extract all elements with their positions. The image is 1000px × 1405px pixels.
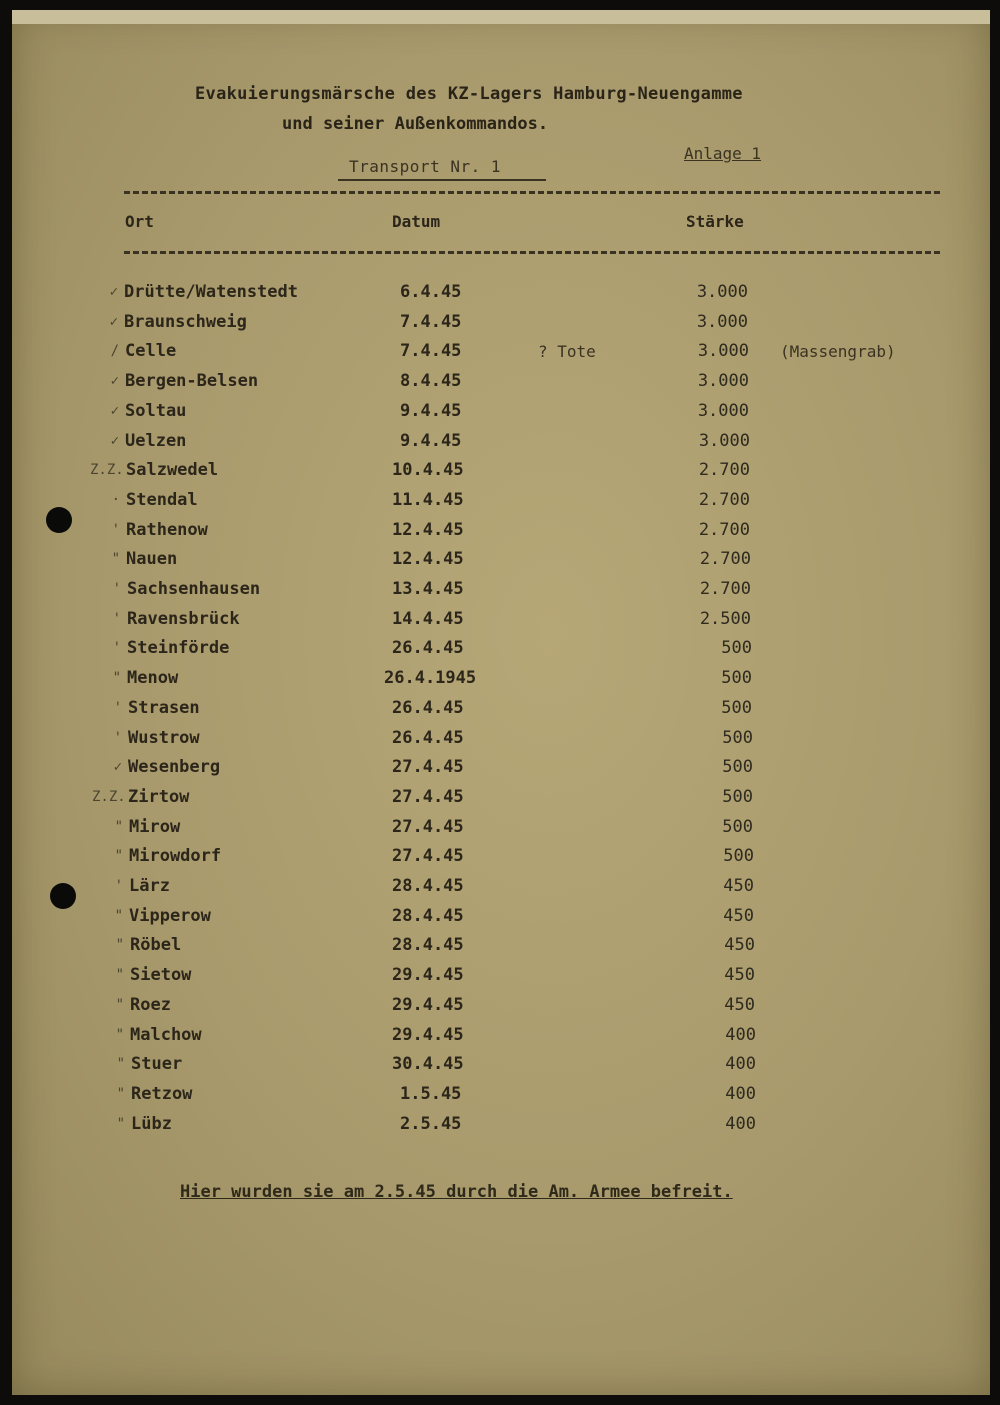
row-check-mark: ✓ (109, 284, 118, 300)
row-check-mark: · (111, 492, 120, 508)
row-datum: 29.4.45 (392, 995, 464, 1015)
row-staerke: 2.700 (698, 460, 750, 480)
row-datum: 29.4.45 (392, 1025, 464, 1045)
row-staerke: 3.000 (697, 371, 749, 391)
row-check-mark: " (116, 1056, 125, 1072)
row-staerke: 450 (723, 876, 754, 896)
row-check-mark: " (115, 937, 124, 953)
row-ort: Mirow (129, 817, 181, 837)
row-check-mark: ✓ (110, 403, 119, 419)
row-datum: 27.4.45 (392, 817, 464, 837)
row-ort: Wustrow (128, 728, 200, 748)
row-datum: 26.4.1945 (384, 668, 477, 688)
row-ort: Mirowdorf (129, 846, 222, 866)
row-ort: Drütte/Watenstedt (124, 282, 298, 302)
row-datum: 27.4.45 (392, 846, 464, 866)
row-ort: Wesenberg (128, 757, 221, 777)
punch-hole-bottom (50, 883, 76, 909)
row-check-mark: Z.Z. (90, 462, 124, 478)
row-check-mark: " (114, 908, 123, 924)
row-datum: 28.4.45 (392, 935, 464, 955)
row-ort: Nauen (126, 549, 178, 569)
row-check-mark: " (116, 1086, 125, 1102)
row-staerke: 3.000 (697, 341, 749, 361)
row-ort: Salzwedel (126, 460, 219, 480)
punch-hole-top (46, 507, 72, 533)
row-ort: Bergen-Belsen (125, 371, 259, 391)
row-ort: Vipperow (129, 906, 211, 926)
row-staerke: 2.700 (698, 490, 750, 510)
row-ort: Soltau (125, 401, 187, 421)
row-datum: 28.4.45 (392, 876, 464, 896)
row-ort: Lübz (131, 1114, 172, 1134)
row-datum: 11.4.45 (392, 490, 464, 510)
row-datum: 14.4.45 (392, 609, 464, 629)
row-datum: 13.4.45 (392, 579, 464, 599)
row-staerke: 3.000 (698, 431, 750, 451)
row-note-massengrab: (Massengrab) (780, 342, 896, 361)
row-check-mark: " (114, 848, 123, 864)
row-check-mark: ✓ (110, 373, 119, 389)
row-ort: Sachsenhausen (127, 579, 261, 599)
row-ort: Retzow (131, 1084, 193, 1104)
row-check-mark: ' (114, 878, 123, 894)
row-staerke: 500 (721, 668, 752, 688)
row-ort: Braunschweig (124, 312, 247, 332)
row-datum: 10.4.45 (392, 460, 464, 480)
row-ort: Menow (127, 668, 179, 688)
row-check-mark: ' (112, 640, 121, 656)
row-staerke: 2.500 (699, 609, 751, 629)
row-staerke: 400 (725, 1025, 756, 1045)
row-staerke: 2.700 (699, 579, 751, 599)
liberation-note: Hier wurden sie am 2.5.45 durch die Am. Armee befreit. (180, 1182, 733, 1202)
row-ort: Celle (125, 341, 177, 361)
row-datum: 29.4.45 (392, 965, 464, 985)
transport-underline (338, 179, 546, 181)
anlage-label: Anlage 1 (684, 144, 762, 163)
row-ort: Roez (130, 995, 171, 1015)
row-check-mark: ' (112, 581, 121, 597)
row-datum: 8.4.45 (400, 371, 462, 391)
document-title-line1: Evakuierungsmärsche des KZ-Lagers Hamburg-Neuengamme (195, 84, 743, 104)
row-datum: 12.4.45 (392, 520, 464, 540)
row-check-mark: Z.Z. (92, 789, 126, 805)
row-check-mark: " (115, 997, 124, 1013)
row-datum: 27.4.45 (392, 787, 464, 807)
row-check-mark: ' (113, 700, 122, 716)
row-staerke: 3.000 (697, 401, 749, 421)
row-datum: 7.4.45 (400, 341, 462, 361)
transport-number: Transport Nr. 1 (349, 157, 501, 176)
row-ort: Rathenow (126, 520, 208, 540)
row-check-mark: " (115, 1027, 124, 1043)
row-staerke: 400 (725, 1114, 756, 1134)
row-staerke: 3.000 (696, 282, 748, 302)
row-check-mark: " (115, 967, 124, 983)
row-check-mark: " (114, 819, 123, 835)
row-datum: 9.4.45 (400, 401, 462, 421)
row-datum: 6.4.45 (400, 282, 462, 302)
row-check-mark: " (111, 551, 120, 567)
row-staerke: 3.000 (696, 312, 748, 332)
row-datum: 26.4.45 (392, 698, 464, 718)
row-ort: Steinförde (127, 638, 230, 658)
row-staerke: 450 (724, 965, 755, 985)
header-dashed-rule (124, 251, 940, 254)
row-staerke: 400 (725, 1054, 756, 1074)
row-datum: 28.4.45 (392, 906, 464, 926)
document-title-line2: und seiner Außenkommandos. (282, 114, 549, 134)
row-ort: Stuer (131, 1054, 183, 1074)
header-datum: Datum (392, 212, 441, 231)
row-ort: Zirtow (128, 787, 190, 807)
row-datum: 27.4.45 (392, 757, 464, 777)
row-datum: 7.4.45 (400, 312, 462, 332)
row-ort: Sietow (130, 965, 192, 985)
row-staerke: 450 (724, 995, 755, 1015)
row-check-mark: ✓ (113, 759, 122, 775)
header-staerke: Stärke (686, 212, 744, 231)
row-datum: 1.5.45 (400, 1084, 462, 1104)
row-staerke: 450 (724, 935, 755, 955)
row-check-mark: ✓ (110, 433, 119, 449)
row-staerke: 500 (721, 638, 752, 658)
row-staerke: 500 (722, 728, 753, 748)
row-datum: 2.5.45 (400, 1114, 462, 1134)
row-ort: Stendal (126, 490, 198, 510)
row-check-mark: ' (112, 611, 121, 627)
row-staerke: 500 (722, 757, 753, 777)
top-dashed-rule (124, 191, 940, 194)
row-ort: Lärz (129, 876, 170, 896)
row-check-mark: " (112, 670, 121, 686)
row-check-mark: / (110, 343, 119, 359)
row-staerke: 500 (722, 787, 753, 807)
row-staerke: 450 (723, 906, 754, 926)
row-ort: Uelzen (125, 431, 187, 451)
row-staerke: 2.700 (699, 549, 751, 569)
row-staerke: 500 (721, 698, 752, 718)
row-check-mark: ✓ (109, 314, 118, 330)
row-datum: 26.4.45 (392, 728, 464, 748)
row-staerke: 500 (722, 817, 753, 837)
header-ort: Ort (125, 212, 154, 231)
row-ort: Ravensbrück (127, 609, 240, 629)
row-ort: Malchow (130, 1025, 202, 1045)
row-datum: 26.4.45 (392, 638, 464, 658)
row-check-mark: ' (111, 522, 120, 538)
row-datum: 9.4.45 (400, 431, 462, 451)
row-staerke: 500 (723, 846, 754, 866)
row-staerke: 400 (725, 1084, 756, 1104)
row-ort: Röbel (130, 935, 182, 955)
row-datum: 12.4.45 (392, 549, 464, 569)
row-ort: Strasen (128, 698, 200, 718)
row-datum: 30.4.45 (392, 1054, 464, 1074)
row-check-mark: " (116, 1116, 125, 1132)
row-check-mark: ' (113, 730, 122, 746)
row-note-tote: ? Tote (538, 342, 596, 361)
row-staerke: 2.700 (698, 520, 750, 540)
